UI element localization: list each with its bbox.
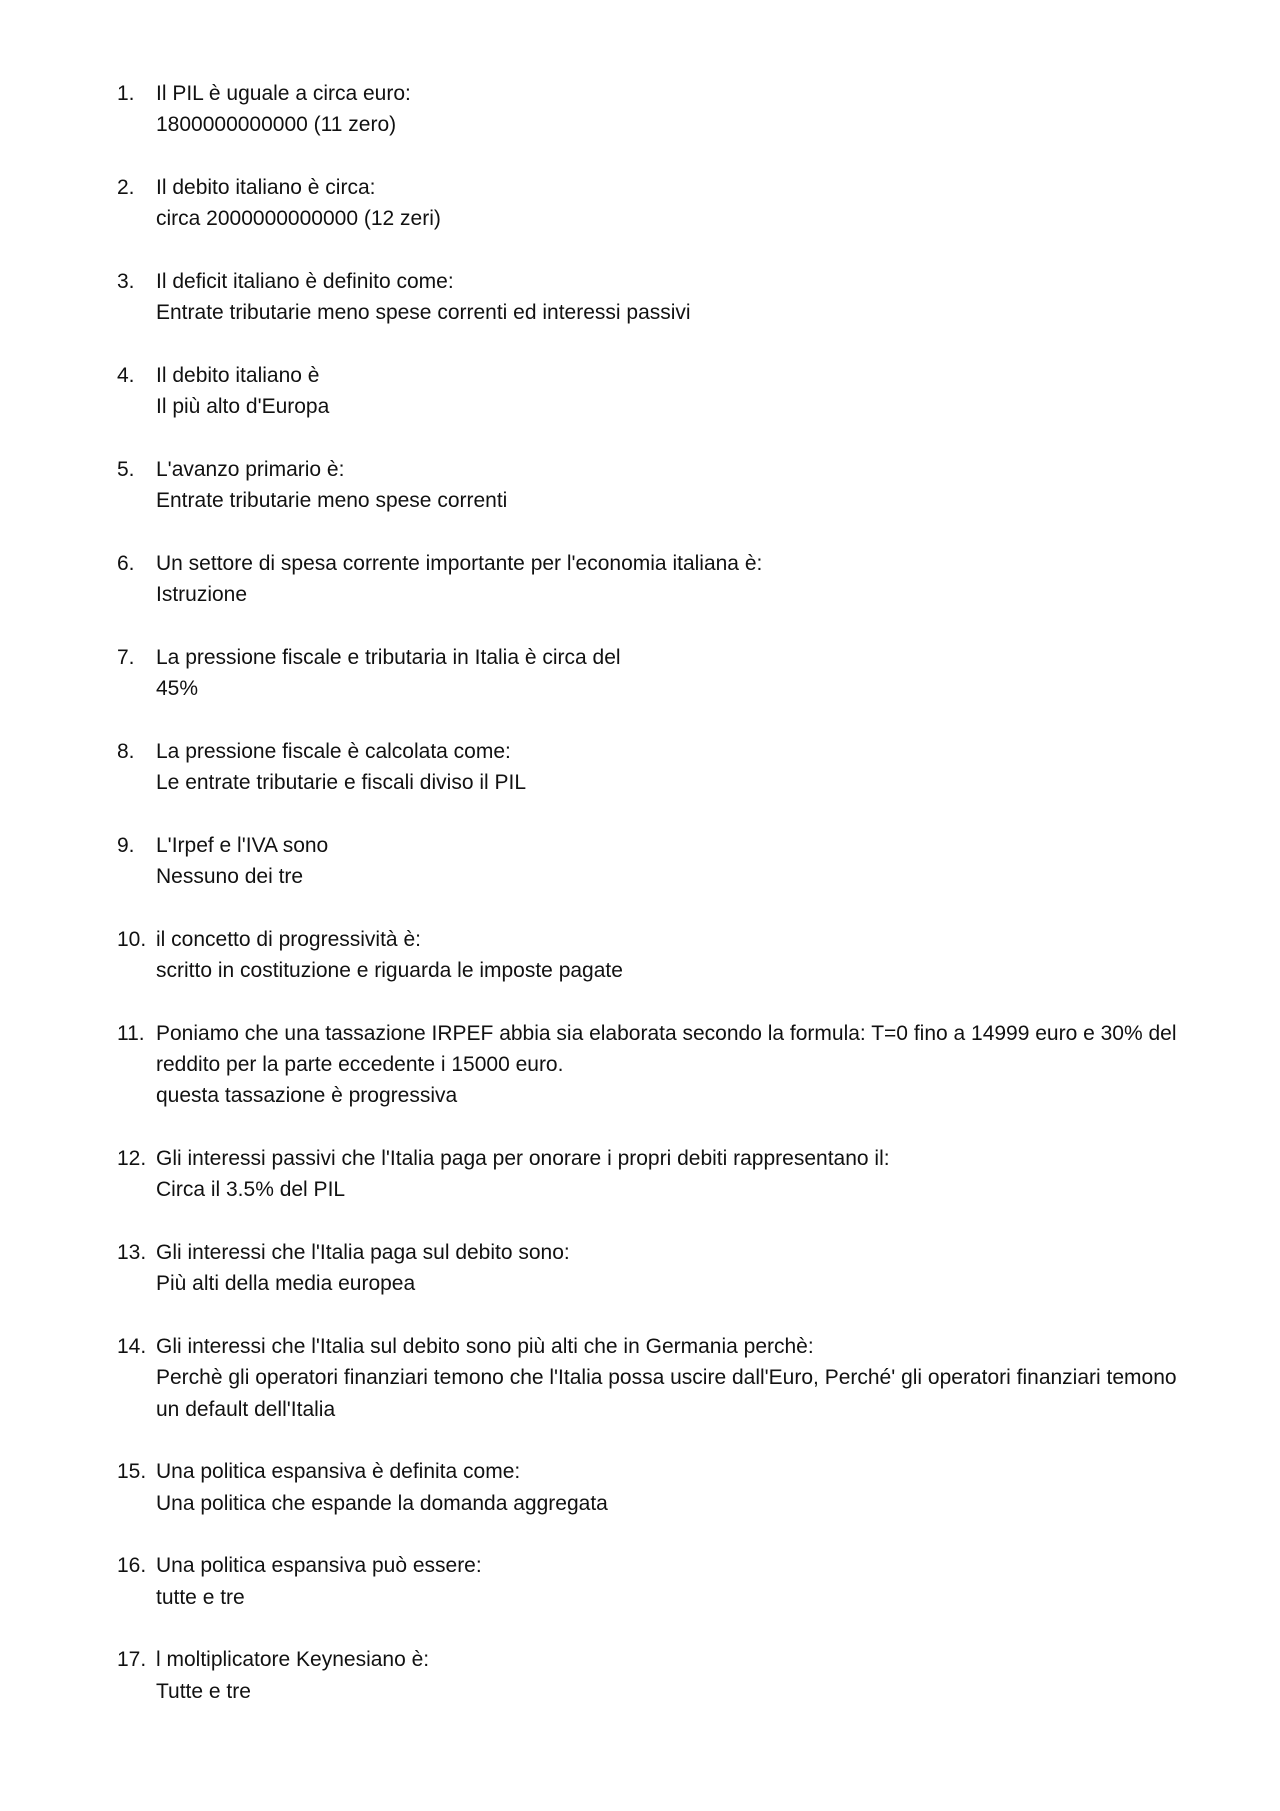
item-question: Gli interessi passivi che l'Italia paga per onorare i propri debiti rappresentano il: [156,1147,890,1171]
list-item [117,924,1197,987]
item-body [156,1456,1197,1519]
item-answer: Perchè gli operatori finanziari temono che l'Italia possa uscire dall'Euro, Perché' gli operatori finanziari temono un default dell'Italia [156,1366,1177,1421]
item-question: Il deficit italiano è definito come: [156,269,454,293]
item-answer: circa 2000000000000 (12 zeri) [156,207,441,231]
item-question: La pressione fiscale e tributaria in Italia è circa del [156,645,621,669]
item-number: 17. [117,1648,147,1672]
item-body [156,548,1197,611]
list-item [117,1237,1197,1300]
item-answer: Entrate tributarie meno spese correnti [156,489,508,513]
list-item [117,1018,1197,1112]
item-number: 3. [117,269,135,293]
item-question: Una politica espansiva può essere: [156,1554,482,1578]
item-question: Il debito italiano è circa: [156,175,376,199]
item-number: 15. [117,1460,147,1484]
item-body [156,360,1197,423]
item-answer: Entrate tributarie meno spese correnti ed interessi passivi [156,301,691,325]
item-answer: Circa il 3.5% del PIL [156,1178,346,1202]
item-answer: tutte e tre [156,1585,245,1609]
item-body [156,830,1197,893]
item-answer: Il più alto d'Europa [156,395,330,419]
list-item [117,360,1197,423]
item-question: Un settore di spesa corrente importante per l'economia italiana è: [156,551,763,575]
list-item [117,1331,1197,1425]
item-question: Il debito italiano è [156,363,320,387]
item-question: Gli interessi che l'Italia paga sul debito sono: [156,1241,570,1265]
item-body [156,266,1197,329]
item-answer: Più alti della media europea [156,1272,416,1296]
item-body [156,1018,1197,1112]
item-answer: Tutte e tre [156,1679,251,1703]
item-body [156,454,1197,517]
item-question: La pressione fiscale è calcolata come: [156,739,511,763]
item-question: Una politica espansiva è definita come: [156,1460,521,1484]
item-body [156,1143,1197,1206]
item-body [156,78,1197,141]
item-number: 5. [117,457,135,481]
item-number: 13. [117,1241,147,1265]
list-item [117,736,1197,799]
item-answer: 1800000000000 (11 zero) [156,113,397,137]
item-number: 14. [117,1335,147,1359]
item-question: Gli interessi che l'Italia sul debito sono più alti che in Germania perchè: [156,1335,814,1359]
list-item [117,172,1197,235]
item-answer: Le entrate tributarie e fiscali diviso il PIL [156,771,527,795]
item-body [156,1644,1197,1707]
item-answer: scritto in costituzione e riguarda le imposte pagate [156,959,623,983]
list-item [117,1550,1197,1613]
list-item [117,830,1197,893]
item-question: il concetto di progressività è: [156,927,421,951]
item-question: l moltiplicatore Keynesiano è: [156,1648,430,1672]
list-item [117,1644,1197,1707]
item-answer: Istruzione [156,583,248,607]
item-answer: 45% [156,677,199,701]
item-number: 12. [117,1147,147,1171]
item-body [156,1237,1197,1300]
list-item [117,1143,1197,1206]
item-number: 10. [117,927,147,951]
item-answer: questa tassazione è progressiva [156,1084,458,1108]
item-body [156,1550,1197,1613]
item-question: Poniamo che una tassazione IRPEF abbia sia elaborata secondo la formula: T=0 fino a 14999 euro e 30% del reddito per la parte eccedente i 15000 euro. [156,1021,1177,1077]
item-body [156,172,1197,235]
item-body [156,924,1197,987]
item-number: 2. [117,175,135,199]
item-body [156,1331,1197,1425]
item-number: 11. [117,1021,145,1045]
item-question: L'avanzo primario è: [156,457,345,481]
item-number: 7. [117,645,135,669]
question-list [117,78,1197,1738]
item-number: 8. [117,739,135,763]
item-number: 1. [117,82,135,105]
list-item [117,454,1197,517]
item-number: 9. [117,833,135,857]
item-answer: Una politica che espande la domanda aggregata [156,1491,608,1515]
item-question: L'Irpef e l'IVA sono [156,833,329,857]
item-number: 4. [117,363,135,387]
item-answer: Nessuno dei tre [156,865,304,889]
item-body [156,642,1197,705]
list-item [117,1456,1197,1519]
item-body [156,736,1197,799]
list-item [117,548,1197,611]
item-question: Il PIL è uguale a circa euro: [156,82,411,105]
list-item [117,642,1197,705]
list-item [117,78,1197,141]
item-number: 6. [117,551,135,575]
item-number: 16. [117,1554,147,1578]
list-item [117,266,1197,329]
